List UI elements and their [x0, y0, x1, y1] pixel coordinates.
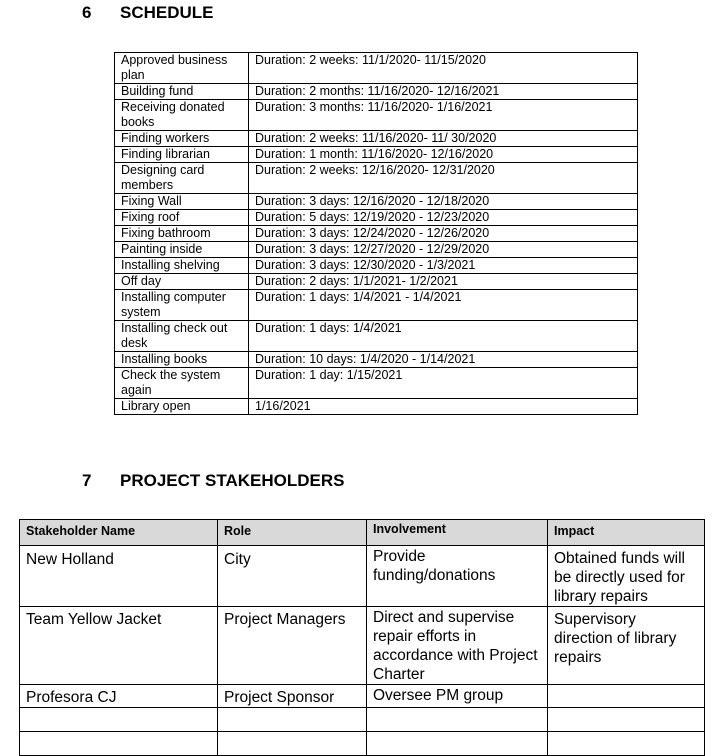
table-row	[115, 163, 638, 194]
task-cell: Installing computer system	[115, 290, 249, 321]
table-row	[115, 321, 638, 352]
task-cell: Installing books	[115, 352, 249, 368]
table-row	[20, 685, 705, 708]
empty-cell	[367, 708, 548, 732]
empty-cell	[218, 732, 367, 756]
duration-cell: Duration: 1 days: 1/4/2021	[249, 321, 638, 352]
duration-cell: Duration: 3 days: 12/24/2020 - 12/26/2020	[249, 226, 638, 242]
stakeholders-table	[19, 519, 705, 756]
schedule-table	[114, 52, 638, 415]
involvement-cell: Direct and supervise repair efforts in accordance with Project Charter	[367, 607, 548, 685]
duration-cell: Duration: 3 days: 12/30/2020 - 1/3/2021	[249, 258, 638, 274]
task-cell: Fixing Wall	[115, 194, 249, 210]
schedule-section-number: 6	[82, 3, 92, 22]
task-cell: Receiving donated books	[115, 100, 249, 131]
header-involvement: Involvement	[367, 520, 548, 546]
duration-cell: Duration: 2 weeks: 11/16/2020- 11/ 30/2020	[249, 131, 638, 147]
duration-cell: Duration: 3 months: 11/16/2020- 1/16/2021	[249, 100, 638, 131]
table-row	[20, 732, 705, 756]
table-row	[115, 131, 638, 147]
empty-cell	[548, 708, 705, 732]
duration-cell: Duration: 2 weeks: 12/16/2020- 12/31/2020	[249, 163, 638, 194]
table-row	[115, 258, 638, 274]
table-row	[115, 242, 638, 258]
schedule-heading	[82, 3, 214, 23]
role-cell: Project Managers	[218, 607, 367, 685]
table-row	[115, 84, 638, 100]
schedule-section-title: SCHEDULE	[120, 3, 214, 22]
task-cell: Approved business plan	[115, 53, 249, 84]
task-cell: Installing check out desk	[115, 321, 249, 352]
stakeholder-name-cell: New Holland	[20, 546, 218, 607]
table-row	[115, 100, 638, 131]
impact-cell: Obtained funds will be directly used for library repairs	[548, 546, 705, 607]
task-cell: Off day	[115, 274, 249, 290]
duration-cell: Duration: 2 weeks: 11/1/2020- 11/15/2020	[249, 53, 638, 84]
role-cell: Project Sponsor	[218, 685, 367, 708]
involvement-cell: Oversee PM group	[367, 685, 548, 708]
duration-cell: Duration: 1 day: 1/15/2021	[249, 368, 638, 399]
empty-cell	[20, 708, 218, 732]
task-cell: Library open	[115, 399, 249, 415]
task-cell: Fixing roof	[115, 210, 249, 226]
task-cell: Finding librarian	[115, 147, 249, 163]
task-cell: Fixing bathroom	[115, 226, 249, 242]
duration-cell: Duration: 2 months: 11/16/2020- 12/16/2021	[249, 84, 638, 100]
duration-cell: Duration: 10 days: 1/4/2020 - 1/14/2021	[249, 352, 638, 368]
table-row	[20, 708, 705, 732]
involvement-cell: Provide funding/donations	[367, 546, 548, 607]
duration-cell: 1/16/2021	[249, 399, 638, 415]
table-row	[115, 352, 638, 368]
table-header-row	[20, 520, 705, 546]
empty-cell	[367, 732, 548, 756]
impact-cell	[548, 685, 705, 708]
stakeholder-name-cell: Team Yellow Jacket	[20, 607, 218, 685]
task-cell: Building fund	[115, 84, 249, 100]
table-row	[115, 210, 638, 226]
task-cell: Designing card members	[115, 163, 249, 194]
duration-cell: Duration: 1 days: 1/4/2021 - 1/4/2021	[249, 290, 638, 321]
table-row	[115, 368, 638, 399]
table-row	[115, 274, 638, 290]
table-row	[115, 290, 638, 321]
header-stakeholder-name: Stakeholder Name	[20, 520, 218, 546]
duration-cell: Duration: 3 days: 12/27/2020 - 12/29/2020	[249, 242, 638, 258]
task-cell: Finding workers	[115, 131, 249, 147]
task-cell: Painting inside	[115, 242, 249, 258]
empty-cell	[218, 708, 367, 732]
header-role: Role	[218, 520, 367, 546]
table-row	[115, 194, 638, 210]
stakeholders-heading	[82, 471, 345, 491]
table-row	[115, 53, 638, 84]
stakeholders-section-title: PROJECT STAKEHOLDERS	[120, 471, 345, 490]
duration-cell: Duration: 5 days: 12/19/2020 - 12/23/2020	[249, 210, 638, 226]
duration-cell: Duration: 2 days: 1/1/2021- 1/2/2021	[249, 274, 638, 290]
stakeholder-name-cell: Profesora CJ	[20, 685, 218, 708]
duration-cell: Duration: 1 month: 11/16/2020- 12/16/2020	[249, 147, 638, 163]
role-cell: City	[218, 546, 367, 607]
header-impact: Impact	[548, 520, 705, 546]
duration-cell: Duration: 3 days: 12/16/2020 - 12/18/2020	[249, 194, 638, 210]
empty-cell	[548, 732, 705, 756]
impact-cell: Supervisory direction of library repairs	[548, 607, 705, 685]
table-row	[20, 607, 705, 685]
task-cell: Installing shelving	[115, 258, 249, 274]
table-row	[20, 546, 705, 607]
empty-cell	[20, 732, 218, 756]
table-row	[115, 147, 638, 163]
stakeholders-section-number: 7	[82, 471, 92, 490]
table-row	[115, 226, 638, 242]
task-cell: Check the system again	[115, 368, 249, 399]
table-row	[115, 399, 638, 415]
